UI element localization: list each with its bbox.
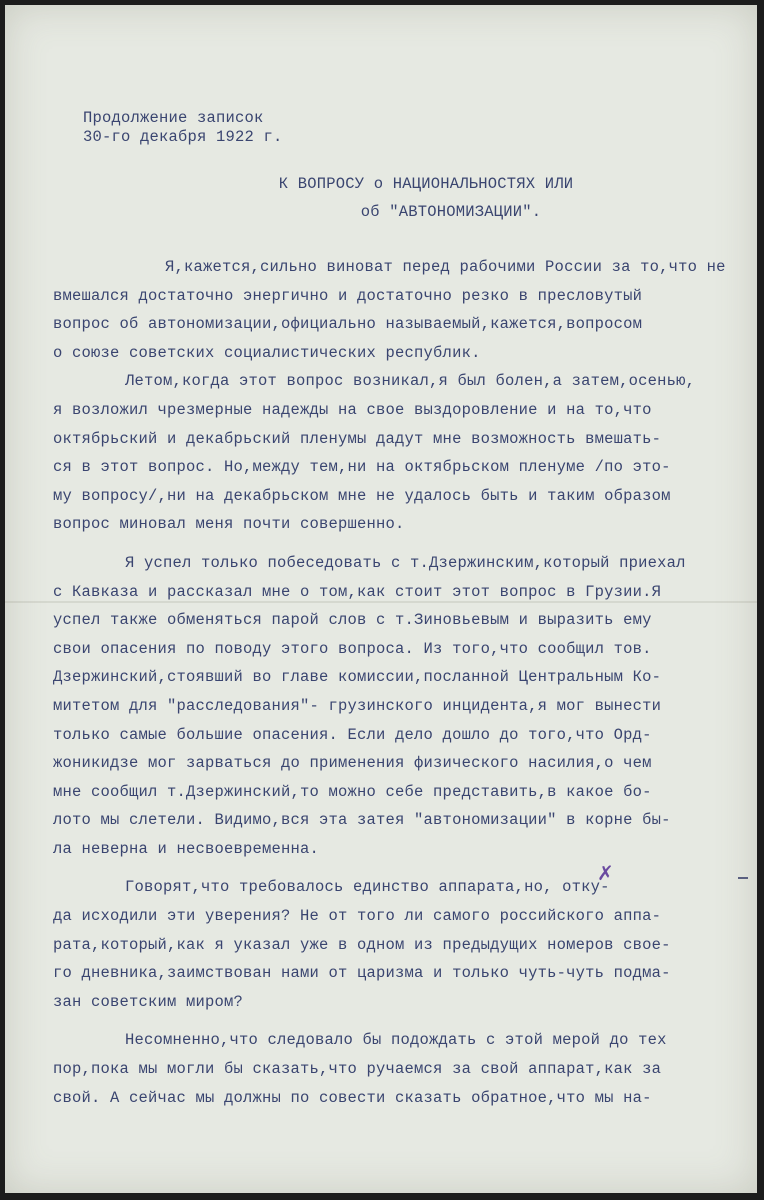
text-line: октябрьский и декабрьский пленумы дадут мне возможность вмешать- xyxy=(53,429,662,448)
text-line: лото мы слетели. Видимо,вся эта затея "автономизации" в корне бы- xyxy=(53,811,671,830)
margin-dash xyxy=(738,877,748,879)
text-line: свой. А сейчас мы должны по совести сказать обратное,что мы на- xyxy=(53,1088,652,1107)
text-line: вопрос об автономизации,официально называемый,кажется,вопросом xyxy=(53,315,643,334)
text-line: Несомненно,что следовало бы подождать с этой мерой до тех xyxy=(125,1031,667,1050)
document-title xyxy=(5,170,757,226)
text-line: да исходили эти уверения? Не от того ли самого российского аппа- xyxy=(53,907,662,926)
text-line: вмешался достаточно энергично и достаточно резко в пресловутый xyxy=(53,286,643,305)
text-line: Говорят,что требовалось единство аппарата,но, отку- xyxy=(125,878,610,897)
text-line: ла неверна и несвоевременна. xyxy=(53,839,320,858)
handwritten-correction-mark: ✗ xyxy=(597,861,614,885)
text-line: успел также обменяться парой слов с т.Зиновьевым и выразить ему xyxy=(53,611,652,630)
text-line: рата,который,как я указал уже в одном из предыдущих номеров свое- xyxy=(53,935,671,954)
header-note-line-1: Продолжение записок xyxy=(83,109,264,127)
text-line: с Кавказа и рассказал мне о том,как стоит этот вопрос в Грузии.Я xyxy=(53,582,662,601)
document-page xyxy=(5,5,757,1193)
text-line: пор,пока мы могли бы сказать,что ручаемся за свой аппарат,как за xyxy=(53,1060,662,1079)
text-line: митетом для "расследования"- грузинского инцидента,я мог вынести xyxy=(53,696,662,715)
body-text xyxy=(53,253,729,1112)
text-line: я возложил чрезмерные надежды на свое выздоровление и на то,что xyxy=(53,400,652,419)
text-line: жоникидзе мог зарваться до применения физического насилия,о чем xyxy=(53,754,652,773)
text-line: Я,кажется,сильно виноват перед рабочими России за то,что не xyxy=(165,258,726,276)
text-line: о союзе советских социалистических республик. xyxy=(53,343,481,362)
text-line: му вопросу/,ни на декабрьском мне не удалось быть и таким образом xyxy=(53,486,671,505)
text-line: зан советским миром? xyxy=(53,992,244,1011)
text-line: вопрос миновал меня почти совершенно. xyxy=(53,515,405,534)
text-line: Летом,когда этот вопрос возникал,я был болен,а затем,осенью, xyxy=(125,372,696,391)
text-line: только самые большие опасения. Если дело дошло до того,что Орд- xyxy=(53,725,652,744)
header-note-line-2: 30-го декабря 1922 г. xyxy=(83,128,283,146)
header-note xyxy=(83,109,283,147)
text-line: Дзержинский,стоявший во главе комиссии,посланной Центральным Ко- xyxy=(53,668,662,687)
title-line-1: К ВОПРОСУ о НАЦИОНАЛЬНОСТЯХ ИЛИ xyxy=(278,175,574,193)
text-line: Я успел только побеседовать с т.Дзержинским,который приехал xyxy=(125,553,686,572)
text-line: го дневника,заимствован нами от царизма и только чуть-чуть подма- xyxy=(53,964,671,983)
text-line: ся в этот вопрос. Но,между тем,ни на октябрьском пленуме /по это- xyxy=(53,458,671,477)
title-line-2: об "АВТОНОМИЗАЦИИ". xyxy=(360,203,542,221)
text-line: мне сообщил т.Дзержинский,то можно себе представить,в какое бо- xyxy=(53,782,652,801)
text-line: свои опасения по поводу этого вопроса. Из того,что сообщил тов. xyxy=(53,639,652,658)
